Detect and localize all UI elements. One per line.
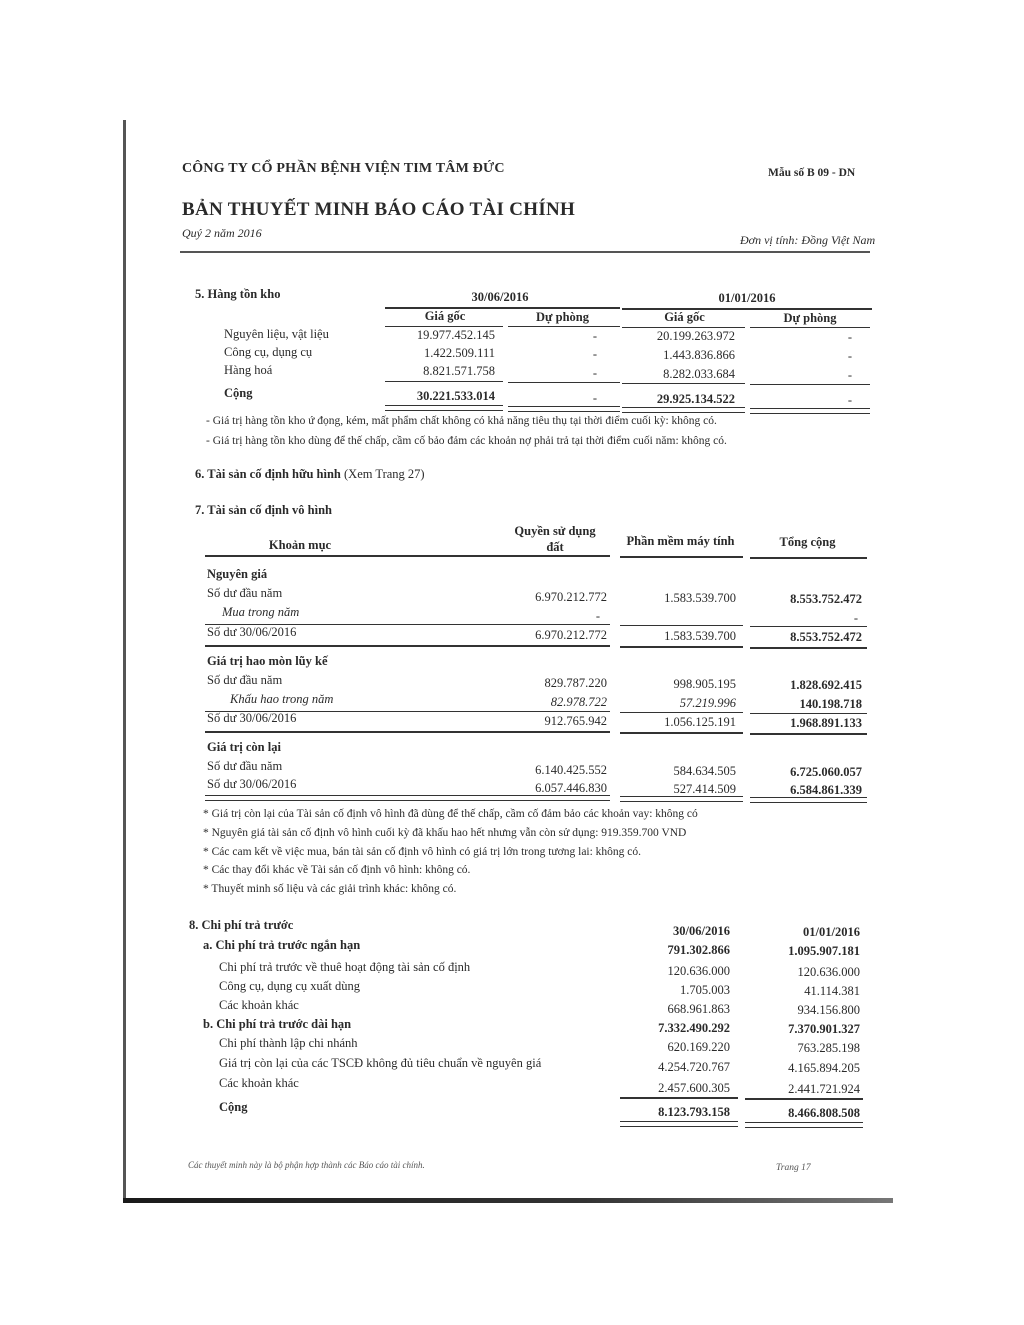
rule [620, 1097, 738, 1099]
rule [622, 327, 745, 328]
tangible-assets-title: 6. Tài sản cố định hữu hình [195, 467, 341, 481]
cell: 7.332.490.292 [658, 1021, 730, 1035]
inventory-section-title: 5. Hàng tồn kho [195, 287, 281, 301]
rule [620, 646, 743, 648]
cell: - [847, 368, 852, 382]
cell: 8.553.752.472 [790, 592, 862, 606]
double-rule [620, 796, 743, 802]
cell: 1.828.692.415 [790, 678, 862, 692]
cell: 8.466.808.508 [788, 1106, 860, 1120]
cell: - [592, 347, 597, 361]
intangible-col-software: Phần mềm máy tính [626, 534, 735, 548]
row-label: Số dư 30/06/2016 [207, 625, 297, 639]
rule [205, 731, 610, 733]
cell: 934.156.800 [797, 1003, 860, 1017]
row-label: Số dư đầu năm [207, 759, 283, 773]
rule [745, 1098, 863, 1100]
scan-edge-left [123, 120, 126, 1200]
group-heading: Nguyên giá [207, 567, 268, 581]
row-label: Số dư đầu năm [207, 586, 283, 600]
cell: - [592, 391, 597, 405]
row-label: Số dư 30/06/2016 [207, 711, 297, 725]
cell: 668.961.863 [667, 1002, 730, 1016]
header-divider [180, 251, 870, 253]
inventory-col-cost-2: Giá gốc [664, 310, 705, 324]
row-label: Các khoản khác [219, 998, 299, 1012]
double-rule [205, 795, 610, 801]
cell: 29.925.134.522 [656, 392, 735, 406]
inventory-note: - Giá trị hàng tồn kho ứ đọng, kém, mất phẩm chất không có khả năng tiêu thụ tại thời điểm cuối kỳ: không có. [206, 415, 717, 427]
intangible-col-total: Tổng cộng [779, 535, 836, 549]
rule [205, 645, 610, 647]
document-title: BẢN THUYẾT MINH BÁO CÁO TÀI CHÍNH [182, 199, 576, 220]
page-number: Trang 17 [776, 1163, 811, 1173]
cell: - [592, 366, 597, 380]
inventory-period-2: 01/01/2016 [718, 291, 776, 305]
cell: 527.414.509 [673, 782, 736, 796]
group-heading: Giá trị hao mòn lũy kế [207, 654, 328, 668]
intangible-col-land: Quyền sử dụng [514, 524, 596, 538]
cell: - [853, 611, 858, 625]
cell: 120.636.000 [797, 965, 860, 979]
intangible-col-item: Khoản mục [268, 538, 332, 552]
cell: 6.584.861.339 [790, 783, 862, 797]
cell: 998.905.195 [673, 677, 736, 691]
row-label: Công cụ, dụng cụ [224, 345, 313, 359]
rule [750, 557, 867, 559]
rule [508, 382, 620, 383]
double-rule [745, 1122, 863, 1128]
rule [750, 626, 867, 627]
form-number: Mẫu số B 09 - DN [768, 167, 856, 179]
intangible-note: * Giá trị còn lại của Tài sản cố định vô hình đã dùng để thế chấp, cầm cố đảm bảo các khoản vay: không có [203, 808, 698, 820]
intangible-note: * Thuyết minh số liệu và các giải trình khác: không có. [203, 883, 457, 895]
row-label: Số dư đầu năm [207, 673, 283, 687]
cell: 791.302.866 [667, 943, 730, 957]
cell: 19.977.452.145 [416, 328, 495, 342]
row-label: Nguyên liệu, vật liệu [224, 327, 329, 341]
cell: - [592, 329, 597, 343]
cell: 4.254.720.767 [658, 1060, 730, 1074]
row-label: b. Chi phí trả trước dài hạn [203, 1017, 352, 1031]
cell: 6.970.212.772 [535, 628, 607, 642]
inventory-note: - Giá trị hàng tồn kho dùng để thế chấp, cầm cố bảo đảm các khoản nợ phải trả tại thời điểm cuối năm: không có. [206, 435, 727, 447]
cell: 6.140.425.552 [535, 763, 607, 777]
cell: 912.765.942 [544, 714, 607, 728]
cell: 6.057.446.830 [535, 781, 607, 795]
prepaid-period-2: 01/01/2016 [803, 925, 860, 939]
rule [385, 326, 503, 327]
cell: 584.634.505 [673, 764, 736, 778]
row-label: a. Chi phí trả trước ngắn hạn [203, 938, 361, 952]
rule [385, 381, 503, 382]
cell: - [847, 330, 852, 344]
cell: 829.787.220 [544, 676, 607, 690]
footer-note: Các thuyết minh này là bộ phận hợp thành các Báo cáo tài chính. [188, 1160, 425, 1170]
row-label: Cộng [224, 386, 253, 400]
double-rule [750, 797, 867, 803]
intangible-note: * Nguyên giá tài sản cố định vô hình cuối kỳ đã khấu hao hết nhưng vẫn còn sử dụng: 919.359.700 VND [203, 827, 687, 839]
rule [750, 647, 867, 649]
cell: 1.583.539.700 [664, 591, 736, 605]
double-rule [750, 408, 870, 414]
row-label: Các khoản khác [219, 1076, 299, 1090]
cell: 1.056.125.191 [664, 715, 736, 729]
cell: 8.282.033.684 [663, 367, 735, 381]
row-label: Chi phí trả trước về thuê hoạt động tài sản cố định [219, 960, 471, 974]
rule [622, 383, 745, 384]
double-rule [620, 1121, 738, 1127]
tangible-assets-section [195, 467, 425, 482]
cell: - [847, 393, 852, 407]
group-heading: Giá trị còn lại [207, 740, 281, 754]
cell: 1.443.836.866 [663, 348, 735, 362]
cell: - [595, 609, 600, 623]
rule [750, 713, 867, 714]
rule [620, 556, 743, 558]
inventory-period-1: 30/06/2016 [471, 290, 529, 304]
cell: 2.457.600.305 [658, 1081, 730, 1095]
inventory-col-provision-1: Dự phòng [535, 310, 589, 324]
intangible-section-title: 7. Tài sản cố định vô hình [195, 503, 332, 517]
cell: 6.725.060.057 [790, 765, 862, 779]
cell: 1.422.509.111 [424, 346, 495, 360]
cell: 82.978.722 [550, 695, 607, 709]
double-rule [508, 406, 620, 412]
currency-unit: Đơn vị tính: Đồng Việt Nam [740, 233, 876, 247]
cell: 7.370.901.327 [788, 1022, 860, 1036]
cell: 8.553.752.472 [790, 630, 862, 644]
rule [620, 732, 743, 734]
rule [508, 326, 620, 327]
cell: - [847, 349, 852, 363]
row-label: Giá trị còn lại của các TSCĐ không đủ tiêu chuẩn về nguyên giá [219, 1056, 542, 1070]
intangible-note: * Các thay đổi khác về Tài sản cố định vô hình: không có. [203, 864, 471, 876]
row-label: Hàng hoá [224, 363, 273, 377]
cell: 41.114.381 [804, 984, 860, 998]
cell: 57.219.996 [679, 696, 736, 710]
rule [620, 625, 743, 626]
cell: 1.968.891.133 [790, 716, 862, 730]
row-label: Số dư 30/06/2016 [207, 777, 297, 791]
prepaid-section-title: 8. Chi phí trả trước [189, 918, 294, 932]
row-label: Công cụ, dụng cụ xuất dùng [219, 979, 360, 993]
inventory-col-cost-1: Giá gốc [424, 309, 466, 323]
row-label: Chi phí thành lập chi nhánh [219, 1036, 358, 1050]
cell: 8.123.793.158 [658, 1105, 730, 1119]
row-label: Khấu hao trong năm [230, 692, 334, 706]
rule [750, 327, 870, 328]
cell: 1.095.907.181 [788, 944, 860, 958]
cell: 140.198.718 [799, 697, 862, 711]
tangible-assets-ref[interactable]: (Xem Trang 27) [340, 467, 425, 481]
rule [750, 733, 867, 735]
company-name: CÔNG TY CỔ PHẦN BỆNH VIỆN TIM TÂM ĐỨC [182, 161, 505, 176]
cell: 6.970.212.772 [535, 590, 607, 604]
cell: 120.636.000 [667, 964, 730, 978]
report-period: Quý 2 năm 2016 [182, 226, 262, 240]
cell: 2.441.721.924 [788, 1082, 860, 1096]
row-label: Cộng [219, 1100, 248, 1114]
inventory-col-provision-2: Dự phòng [783, 311, 837, 325]
double-rule [385, 405, 503, 411]
intangible-note: * Các cam kết về việc mua, bán tài sản cố định vô hình có giá trị lớn trong tương lai: không có. [203, 846, 642, 858]
scan-edge-bottom [123, 1198, 893, 1203]
rule [205, 555, 610, 557]
cell: 20.199.263.972 [656, 329, 735, 343]
cell: 8.821.571.758 [423, 364, 495, 378]
double-rule [622, 407, 745, 413]
cell: 30.221.533.014 [416, 389, 495, 403]
row-label: Mua trong năm [222, 605, 300, 619]
cell: 1.583.539.700 [664, 629, 736, 643]
cell: 1.705.003 [680, 983, 730, 997]
intangible-col-land-2: đất [546, 540, 564, 554]
prepaid-period-1: 30/06/2016 [673, 924, 730, 938]
rule [750, 384, 870, 385]
cell: 763.285.198 [797, 1041, 860, 1055]
rule [620, 712, 743, 713]
cell: 4.165.894.205 [788, 1061, 860, 1075]
cell: 620.169.220 [667, 1040, 730, 1054]
